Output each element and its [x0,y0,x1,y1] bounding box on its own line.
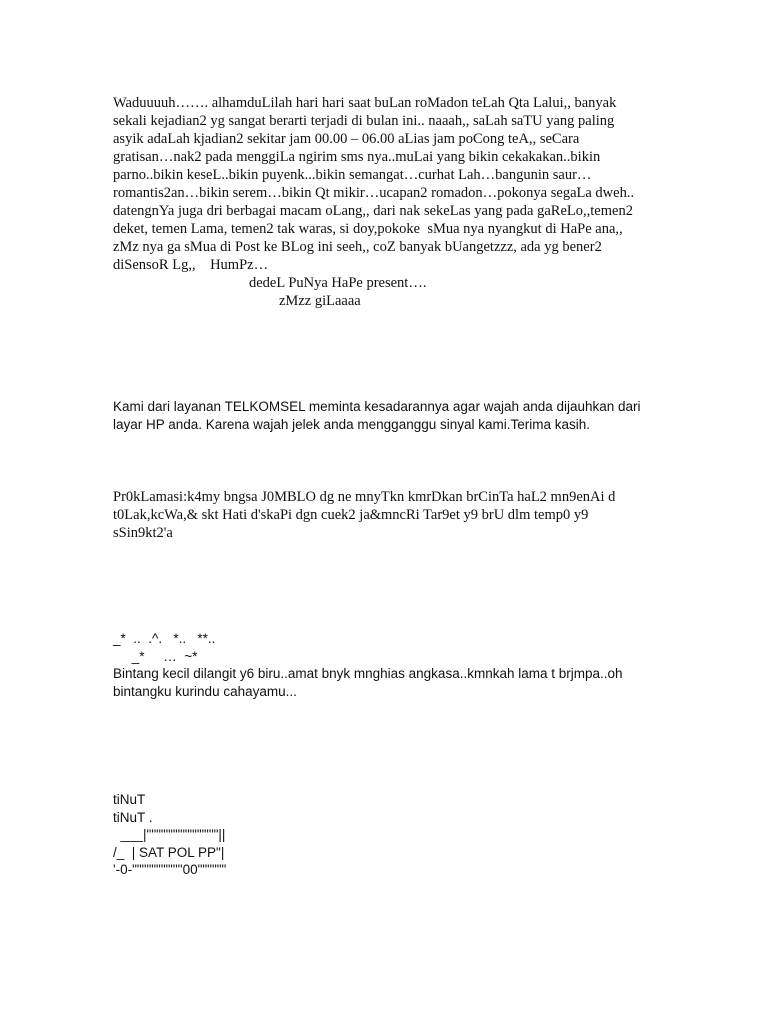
text-line: Pr0kLamasi:k4my bngsa J0MBLO dg ne mnyTkn kmrDkan brCinTa haL2 mn9enAi d [113,489,616,505]
text-line: layar HP anda. Karena wajah jelek anda mengganggu sinyal kami.Terima kasih. [113,416,591,432]
text-line: gratisan…nak2 pada menggiLa ngirim sms nya..muLai yang bikin cekakakan..bikin [113,149,601,165]
star-art-line-2: _* … ~* [113,648,198,664]
signature-line-1: dedeL PuNya HaPe present…. [249,275,427,291]
star-art-line-1: _* .. .^. *.. **.. [113,631,216,646]
telkomsel-joke-paragraph [113,398,653,433]
ascii-art-line: '-0-""""""""""'00"""""" [113,862,227,877]
text-line: Kami dari layanan TELKOMSEL meminta kesadarannya agar wajah anda dijauhkan dari [113,399,641,414]
jomblo-proclamation-paragraph [113,488,653,542]
text-line: bintangku kurindu cahayamu... [113,683,297,699]
text-line: tiNuT . [113,809,153,825]
text-line: parno..bikin keseL..bikin puyenk...bikin semangat…curhat Lah…bangunin saur… [113,167,592,183]
text-line: Waduuuuh……. alhamduLilah hari hari saat buLan roMadon teLah Qta Lalui,, banyak [113,95,617,111]
text-line: asyik adaLah kjadian2 sekitar jam 00.00 – 06.00 aLias jam poCong teA,, seCara [113,131,580,147]
text-line: deket, temen Lama, temen2 tak waras, si doy,pokoke sMua nya nyangkut di HaPe ana,, [113,221,623,237]
text-line: sSin9kt2'a [113,525,173,541]
ascii-art-line: ___|"""""""""""""""|| [113,827,226,842]
text-line: romantis2an…bikin serem…bikin Qt mikir…ucapan2 romadon…pokonya segaLa dweh.. [113,185,635,201]
text-line: datengnYa juga dri berbagai macam oLang,, dari nak sekeLas yang pada gaReLo,,temen2 [113,203,633,219]
text-line: tiNuT [113,792,146,807]
satpol-art-paragraph [113,791,653,879]
text-line: diSensoR Lg,, HumPz… [113,257,269,273]
bintang-paragraph [113,630,653,700]
signature-line-2: zMzz giLaaaa [279,293,361,309]
text-line: sekali kejadian2 yg sangat berarti terjadi di bulan ini.. naaah,, saLah saTU yang paling [113,113,615,129]
intro-paragraph [113,94,653,310]
text-line: zMz nya ga sMua di Post ke BLog ini seeh,, coZ banyak bUangetzzz, ada yg bener2 [113,239,602,255]
ascii-art-line: /_ | SAT POL PP"| [113,844,225,860]
text-line: t0Lak,kcWa,& skt Hati d'skaPi dgn cuek2 ja&mncRi Tar9et y9 brU dlm temp0 y9 [113,507,589,523]
text-line: Bintang kecil dilangit y6 biru..amat bnyk mnghias angkasa..kmnkah lama t brjmpa..oh [113,666,623,681]
